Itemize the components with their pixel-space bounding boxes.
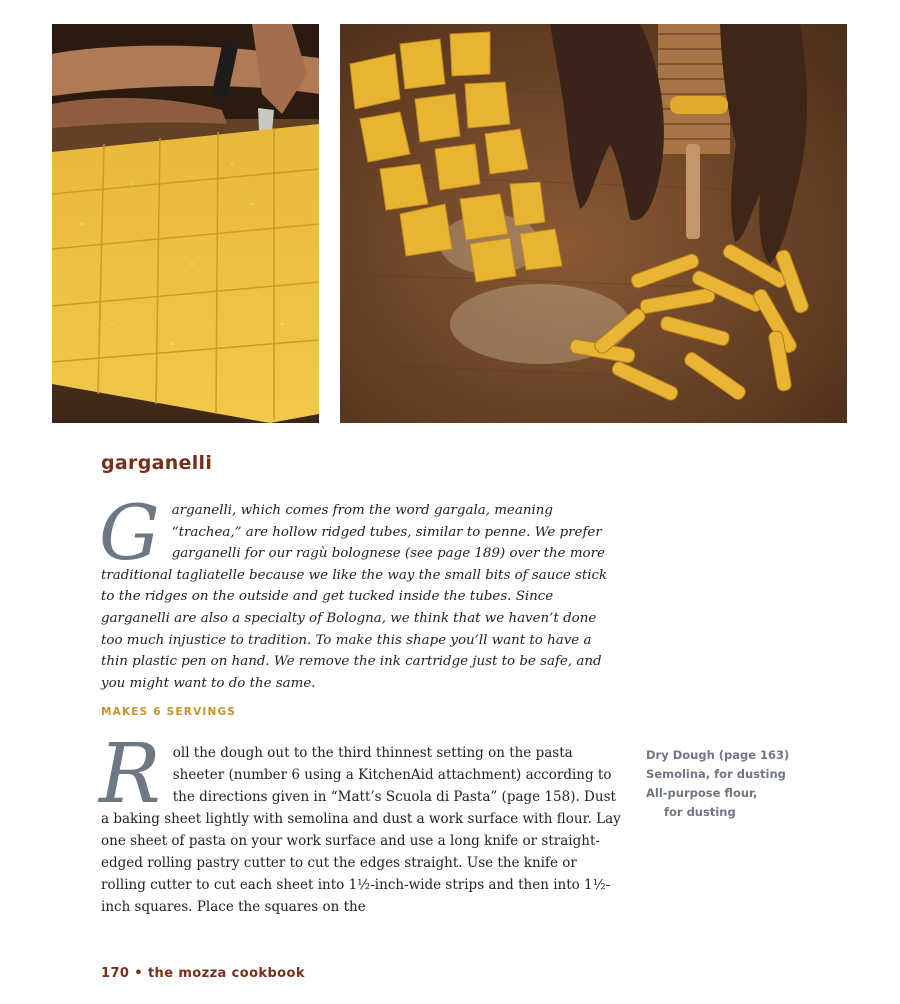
recipe-yield: MAKES 6 SERVINGS (101, 706, 237, 718)
recipe-intro (99, 488, 621, 694)
page-footer (101, 966, 305, 981)
book-title: the mozza cookbook (147, 966, 305, 981)
method-text: oll the dough out to the third thinnest setting on the pasta sheeter (number 6 using a KitchenAid attachment) according to the directions given in “Matt’s Scuola di Pasta” (page 158). Dust a baking sheet lightly with semolina and dust a work surface with flour. Lay one sheet of pasta on your work surface and use a long knife or straight-edged rolling pastry cutter to cut the edges straight. Use the knife or rolling cutter to cut each sheet into 1½-inch-wide strips and then into 1½-inch squares. Place the squares on the (101, 745, 621, 915)
footer-bullet: • (134, 966, 143, 981)
method-drop-cap: R (99, 727, 161, 822)
ingredient-item: All-purpose flour, (646, 786, 758, 800)
ingredient-item: Semolina, for dusting (646, 767, 786, 781)
photo-pasta-sheet-cutting (52, 24, 319, 423)
recipe-method (99, 727, 621, 918)
recipe-title: garganelli (101, 452, 213, 474)
ingredient-item-continued: for dusting (664, 805, 736, 819)
photo-shaping-garganelli (340, 24, 847, 423)
intro-drop-cap: G (99, 488, 160, 577)
page-number: 170 (101, 966, 130, 981)
ingredients-list (646, 746, 856, 822)
ingredient-item: Dry Dough (page 163) (646, 748, 790, 762)
intro-text: arganelli, which comes from the word gargala, meaning “trachea,” are hollow ridged tubes, similar to penne. We prefer garganelli for our ragù bolognese (see page 189) over the more traditional tagliatelle because we like the way the small bits of sauce stick to the ridges on the outside and get tucked inside the tubes. Since garganelli are also a specialty of Bologna, we think that we haven’t done too much injustice to tradition. To make this shape you’ll want to have a thin plastic pen on hand. We remove the ink cartridge just to be safe, and you might want to do the same. (101, 503, 608, 691)
